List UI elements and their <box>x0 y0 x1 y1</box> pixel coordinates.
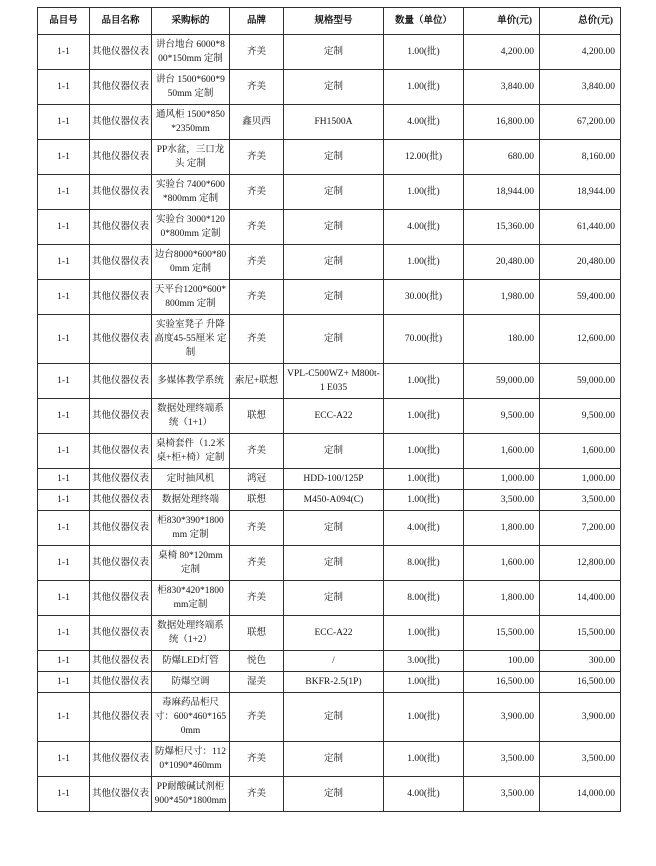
cell-quantity-unit: 4.00(批) <box>384 210 464 245</box>
cell-unit-price: 3,500.00 <box>464 777 540 812</box>
cell-item-name: 其他仪器仪表 <box>90 511 152 546</box>
cell-procurement-target: 桌椅 80*120mm 定制 <box>152 546 230 581</box>
cell-item-name: 其他仪器仪表 <box>90 280 152 315</box>
cell-quantity-unit: 1.00(批) <box>384 175 464 210</box>
cell-brand: 齐美 <box>230 546 284 581</box>
cell-procurement-target: 防爆LED灯管 <box>152 651 230 672</box>
cell-unit-price: 680.00 <box>464 140 540 175</box>
cell-brand: 鑫贝西 <box>230 105 284 140</box>
cell-item-no: 1-1 <box>38 399 90 434</box>
cell-item-name: 其他仪器仪表 <box>90 616 152 651</box>
cell-brand: 湿美 <box>230 672 284 693</box>
cell-item-no: 1-1 <box>38 490 90 511</box>
table-row <box>38 434 621 469</box>
cell-item-name: 其他仪器仪表 <box>90 364 152 399</box>
cell-spec-model: ECC-A22 <box>284 399 384 434</box>
cell-procurement-target: 讲台 1500*600*950mm 定制 <box>152 70 230 105</box>
cell-unit-price: 4,200.00 <box>464 35 540 70</box>
table-row <box>38 175 621 210</box>
cell-quantity-unit: 1.00(批) <box>384 245 464 280</box>
cell-quantity-unit: 4.00(批) <box>384 511 464 546</box>
cell-procurement-target: 防爆柜尺寸：1120*1090*460mm <box>152 742 230 777</box>
cell-spec-model: 定制 <box>284 280 384 315</box>
table-row <box>38 399 621 434</box>
cell-brand: 齐美 <box>230 315 284 364</box>
cell-spec-model: 定制 <box>284 210 384 245</box>
cell-total-price: 3,900.00 <box>540 693 621 742</box>
cell-quantity-unit: 4.00(批) <box>384 777 464 812</box>
cell-spec-model: ECC-A22 <box>284 616 384 651</box>
cell-unit-price: 1,000.00 <box>464 469 540 490</box>
cell-item-name: 其他仪器仪表 <box>90 546 152 581</box>
cell-spec-model: 定制 <box>284 245 384 280</box>
cell-unit-price: 3,500.00 <box>464 490 540 511</box>
cell-brand: 齐美 <box>230 742 284 777</box>
cell-spec-model: VPL-C500WZ+ M800t-1 E035 <box>284 364 384 399</box>
cell-item-name: 其他仪器仪表 <box>90 742 152 777</box>
cell-procurement-target: 讲台地台 6000*800*150mm 定制 <box>152 35 230 70</box>
table-row <box>38 315 621 364</box>
table-row <box>38 511 621 546</box>
cell-spec-model: FH1500A <box>284 105 384 140</box>
cell-spec-model: HDD-100/125P <box>284 469 384 490</box>
cell-total-price: 67,200.00 <box>540 105 621 140</box>
cell-unit-price: 1,980.00 <box>464 280 540 315</box>
cell-total-price: 8,160.00 <box>540 140 621 175</box>
cell-unit-price: 16,800.00 <box>464 105 540 140</box>
cell-procurement-target: 柜830*390*1800mm 定制 <box>152 511 230 546</box>
cell-unit-price: 59,000.00 <box>464 364 540 399</box>
cell-procurement-target: 边台8000*600*800mm 定制 <box>152 245 230 280</box>
cell-item-name: 其他仪器仪表 <box>90 777 152 812</box>
cell-item-no: 1-1 <box>38 105 90 140</box>
col-header-item-name: 品目名称 <box>90 8 152 35</box>
cell-spec-model: 定制 <box>284 742 384 777</box>
cell-item-name: 其他仪器仪表 <box>90 315 152 364</box>
cell-item-name: 其他仪器仪表 <box>90 70 152 105</box>
cell-spec-model: 定制 <box>284 546 384 581</box>
cell-unit-price: 100.00 <box>464 651 540 672</box>
table-body <box>38 35 621 812</box>
cell-item-no: 1-1 <box>38 742 90 777</box>
cell-unit-price: 180.00 <box>464 315 540 364</box>
cell-total-price: 59,400.00 <box>540 280 621 315</box>
cell-procurement-target: 实验台 3000*1200*800mm 定制 <box>152 210 230 245</box>
cell-item-name: 其他仪器仪表 <box>90 693 152 742</box>
cell-quantity-unit: 1.00(批) <box>384 35 464 70</box>
cell-quantity-unit: 8.00(批) <box>384 581 464 616</box>
col-header-quantity-unit: 数量（单位） <box>384 8 464 35</box>
table-row <box>38 693 621 742</box>
cell-item-no: 1-1 <box>38 245 90 280</box>
cell-item-name: 其他仪器仪表 <box>90 105 152 140</box>
cell-item-no: 1-1 <box>38 777 90 812</box>
cell-item-no: 1-1 <box>38 511 90 546</box>
cell-spec-model: 定制 <box>284 35 384 70</box>
cell-brand: 齐美 <box>230 70 284 105</box>
table-row <box>38 70 621 105</box>
cell-total-price: 1,600.00 <box>540 434 621 469</box>
col-header-unit-price: 单价(元) <box>464 8 540 35</box>
table-row <box>38 777 621 812</box>
cell-item-no: 1-1 <box>38 35 90 70</box>
cell-unit-price: 1,600.00 <box>464 546 540 581</box>
cell-brand: 齐美 <box>230 434 284 469</box>
cell-spec-model: 定制 <box>284 315 384 364</box>
cell-spec-model: 定制 <box>284 70 384 105</box>
cell-brand: 齐美 <box>230 140 284 175</box>
col-header-procurement-target: 采购标的 <box>152 8 230 35</box>
table-row <box>38 280 621 315</box>
table-row <box>38 742 621 777</box>
cell-spec-model: 定制 <box>284 581 384 616</box>
cell-quantity-unit: 1.00(批) <box>384 490 464 511</box>
cell-total-price: 7,200.00 <box>540 511 621 546</box>
cell-item-name: 其他仪器仪表 <box>90 581 152 616</box>
cell-brand: 齐美 <box>230 210 284 245</box>
cell-quantity-unit: 1.00(批) <box>384 742 464 777</box>
cell-item-name: 其他仪器仪表 <box>90 434 152 469</box>
cell-item-name: 其他仪器仪表 <box>90 651 152 672</box>
table-row <box>38 581 621 616</box>
cell-quantity-unit: 3.00(批) <box>384 651 464 672</box>
cell-quantity-unit: 8.00(批) <box>384 546 464 581</box>
cell-quantity-unit: 70.00(批) <box>384 315 464 364</box>
cell-quantity-unit: 1.00(批) <box>384 434 464 469</box>
cell-item-name: 其他仪器仪表 <box>90 672 152 693</box>
table-row <box>38 245 621 280</box>
cell-total-price: 59,000.00 <box>540 364 621 399</box>
cell-spec-model: 定制 <box>284 693 384 742</box>
cell-item-name: 其他仪器仪表 <box>90 35 152 70</box>
cell-quantity-unit: 1.00(批) <box>384 693 464 742</box>
cell-brand: 悦色 <box>230 651 284 672</box>
cell-spec-model: 定制 <box>284 434 384 469</box>
cell-total-price: 15,500.00 <box>540 616 621 651</box>
cell-procurement-target: 防爆空调 <box>152 672 230 693</box>
cell-spec-model: 定制 <box>284 511 384 546</box>
cell-item-no: 1-1 <box>38 140 90 175</box>
cell-total-price: 1,000.00 <box>540 469 621 490</box>
cell-total-price: 12,800.00 <box>540 546 621 581</box>
cell-total-price: 12,600.00 <box>540 315 621 364</box>
cell-total-price: 61,440.00 <box>540 210 621 245</box>
cell-total-price: 14,000.00 <box>540 777 621 812</box>
cell-item-no: 1-1 <box>38 581 90 616</box>
cell-spec-model: 定制 <box>284 175 384 210</box>
cell-total-price: 14,400.00 <box>540 581 621 616</box>
cell-procurement-target: 毒麻药品柜尺寸：600*460*1650mm <box>152 693 230 742</box>
cell-brand: 齐美 <box>230 280 284 315</box>
cell-item-no: 1-1 <box>38 364 90 399</box>
cell-spec-model: M450-A094(C) <box>284 490 384 511</box>
cell-item-name: 其他仪器仪表 <box>90 245 152 280</box>
cell-procurement-target: 多媒体教学系统 <box>152 364 230 399</box>
col-header-item-no: 品目号 <box>38 8 90 35</box>
cell-quantity-unit: 1.00(批) <box>384 70 464 105</box>
cell-procurement-target: PP水盆，三口龙头 定制 <box>152 140 230 175</box>
table-row <box>38 651 621 672</box>
table-row <box>38 210 621 245</box>
cell-brand: 齐美 <box>230 581 284 616</box>
table-row <box>38 490 621 511</box>
cell-unit-price: 1,600.00 <box>464 434 540 469</box>
cell-quantity-unit: 30.00(批) <box>384 280 464 315</box>
cell-quantity-unit: 1.00(批) <box>384 672 464 693</box>
table-row <box>38 35 621 70</box>
cell-item-no: 1-1 <box>38 280 90 315</box>
cell-procurement-target: 实验室凳子 升降高度45-55厘米 定制 <box>152 315 230 364</box>
cell-item-no: 1-1 <box>38 616 90 651</box>
cell-brand: 鸿冠 <box>230 469 284 490</box>
cell-item-name: 其他仪器仪表 <box>90 210 152 245</box>
cell-item-no: 1-1 <box>38 315 90 364</box>
cell-unit-price: 9,500.00 <box>464 399 540 434</box>
cell-total-price: 3,500.00 <box>540 742 621 777</box>
cell-item-name: 其他仪器仪表 <box>90 490 152 511</box>
cell-brand: 齐美 <box>230 245 284 280</box>
cell-unit-price: 1,800.00 <box>464 511 540 546</box>
cell-unit-price: 15,360.00 <box>464 210 540 245</box>
cell-spec-model: / <box>284 651 384 672</box>
cell-brand: 齐美 <box>230 693 284 742</box>
procurement-items-table <box>37 7 621 812</box>
cell-total-price: 18,944.00 <box>540 175 621 210</box>
cell-procurement-target: 桌椅套件（1.2米桌+柜+椅）定制 <box>152 434 230 469</box>
cell-brand: 齐美 <box>230 777 284 812</box>
cell-total-price: 16,500.00 <box>540 672 621 693</box>
cell-procurement-target: 定时抽风机 <box>152 469 230 490</box>
cell-spec-model: 定制 <box>284 140 384 175</box>
cell-procurement-target: 通风柜 1500*850*2350mm <box>152 105 230 140</box>
cell-item-no: 1-1 <box>38 469 90 490</box>
cell-item-no: 1-1 <box>38 210 90 245</box>
cell-unit-price: 3,500.00 <box>464 742 540 777</box>
cell-procurement-target: PP耐酸碱试剂柜 900*450*1800mm <box>152 777 230 812</box>
cell-spec-model: 定制 <box>284 777 384 812</box>
cell-quantity-unit: 12.00(批) <box>384 140 464 175</box>
cell-quantity-unit: 1.00(批) <box>384 399 464 434</box>
cell-unit-price: 15,500.00 <box>464 616 540 651</box>
cell-item-no: 1-1 <box>38 175 90 210</box>
cell-unit-price: 1,800.00 <box>464 581 540 616</box>
cell-total-price: 20,480.00 <box>540 245 621 280</box>
cell-item-name: 其他仪器仪表 <box>90 140 152 175</box>
cell-quantity-unit: 1.00(批) <box>384 469 464 490</box>
cell-unit-price: 20,480.00 <box>464 245 540 280</box>
cell-quantity-unit: 1.00(批) <box>384 616 464 651</box>
table-header-row <box>38 8 621 35</box>
cell-unit-price: 18,944.00 <box>464 175 540 210</box>
cell-item-no: 1-1 <box>38 434 90 469</box>
cell-item-name: 其他仪器仪表 <box>90 399 152 434</box>
cell-item-no: 1-1 <box>38 693 90 742</box>
cell-quantity-unit: 4.00(批) <box>384 105 464 140</box>
cell-brand: 齐美 <box>230 511 284 546</box>
cell-total-price: 9,500.00 <box>540 399 621 434</box>
cell-brand: 联想 <box>230 490 284 511</box>
cell-total-price: 3,500.00 <box>540 490 621 511</box>
table-row <box>38 140 621 175</box>
table-row <box>38 105 621 140</box>
cell-procurement-target: 数据处理终端系统（1+2） <box>152 616 230 651</box>
table-row <box>38 616 621 651</box>
cell-unit-price: 3,840.00 <box>464 70 540 105</box>
cell-total-price: 300.00 <box>540 651 621 672</box>
cell-unit-price: 16,500.00 <box>464 672 540 693</box>
cell-procurement-target: 天平台1200*600*800mm 定制 <box>152 280 230 315</box>
cell-procurement-target: 柜830*420*1800mm定制 <box>152 581 230 616</box>
cell-brand: 齐美 <box>230 35 284 70</box>
cell-item-no: 1-1 <box>38 546 90 581</box>
table-row <box>38 469 621 490</box>
cell-total-price: 3,840.00 <box>540 70 621 105</box>
cell-item-no: 1-1 <box>38 70 90 105</box>
table-row <box>38 364 621 399</box>
cell-item-name: 其他仪器仪表 <box>90 469 152 490</box>
cell-brand: 联想 <box>230 616 284 651</box>
cell-total-price: 4,200.00 <box>540 35 621 70</box>
cell-brand: 索尼+联想 <box>230 364 284 399</box>
table-row <box>38 546 621 581</box>
cell-procurement-target: 数据处理终端 <box>152 490 230 511</box>
cell-brand: 联想 <box>230 399 284 434</box>
cell-procurement-target: 实验台 7400*600*800mm 定制 <box>152 175 230 210</box>
cell-procurement-target: 数据处理终端系统（1+1） <box>152 399 230 434</box>
cell-brand: 齐美 <box>230 175 284 210</box>
cell-item-no: 1-1 <box>38 672 90 693</box>
cell-item-name: 其他仪器仪表 <box>90 175 152 210</box>
cell-unit-price: 3,900.00 <box>464 693 540 742</box>
cell-quantity-unit: 1.00(批) <box>384 364 464 399</box>
cell-item-no: 1-1 <box>38 651 90 672</box>
col-header-brand: 品牌 <box>230 8 284 35</box>
col-header-spec-model: 规格型号 <box>284 8 384 35</box>
cell-spec-model: BKFR-2.5(1P) <box>284 672 384 693</box>
table-row <box>38 672 621 693</box>
col-header-total-price: 总价(元) <box>540 8 621 35</box>
